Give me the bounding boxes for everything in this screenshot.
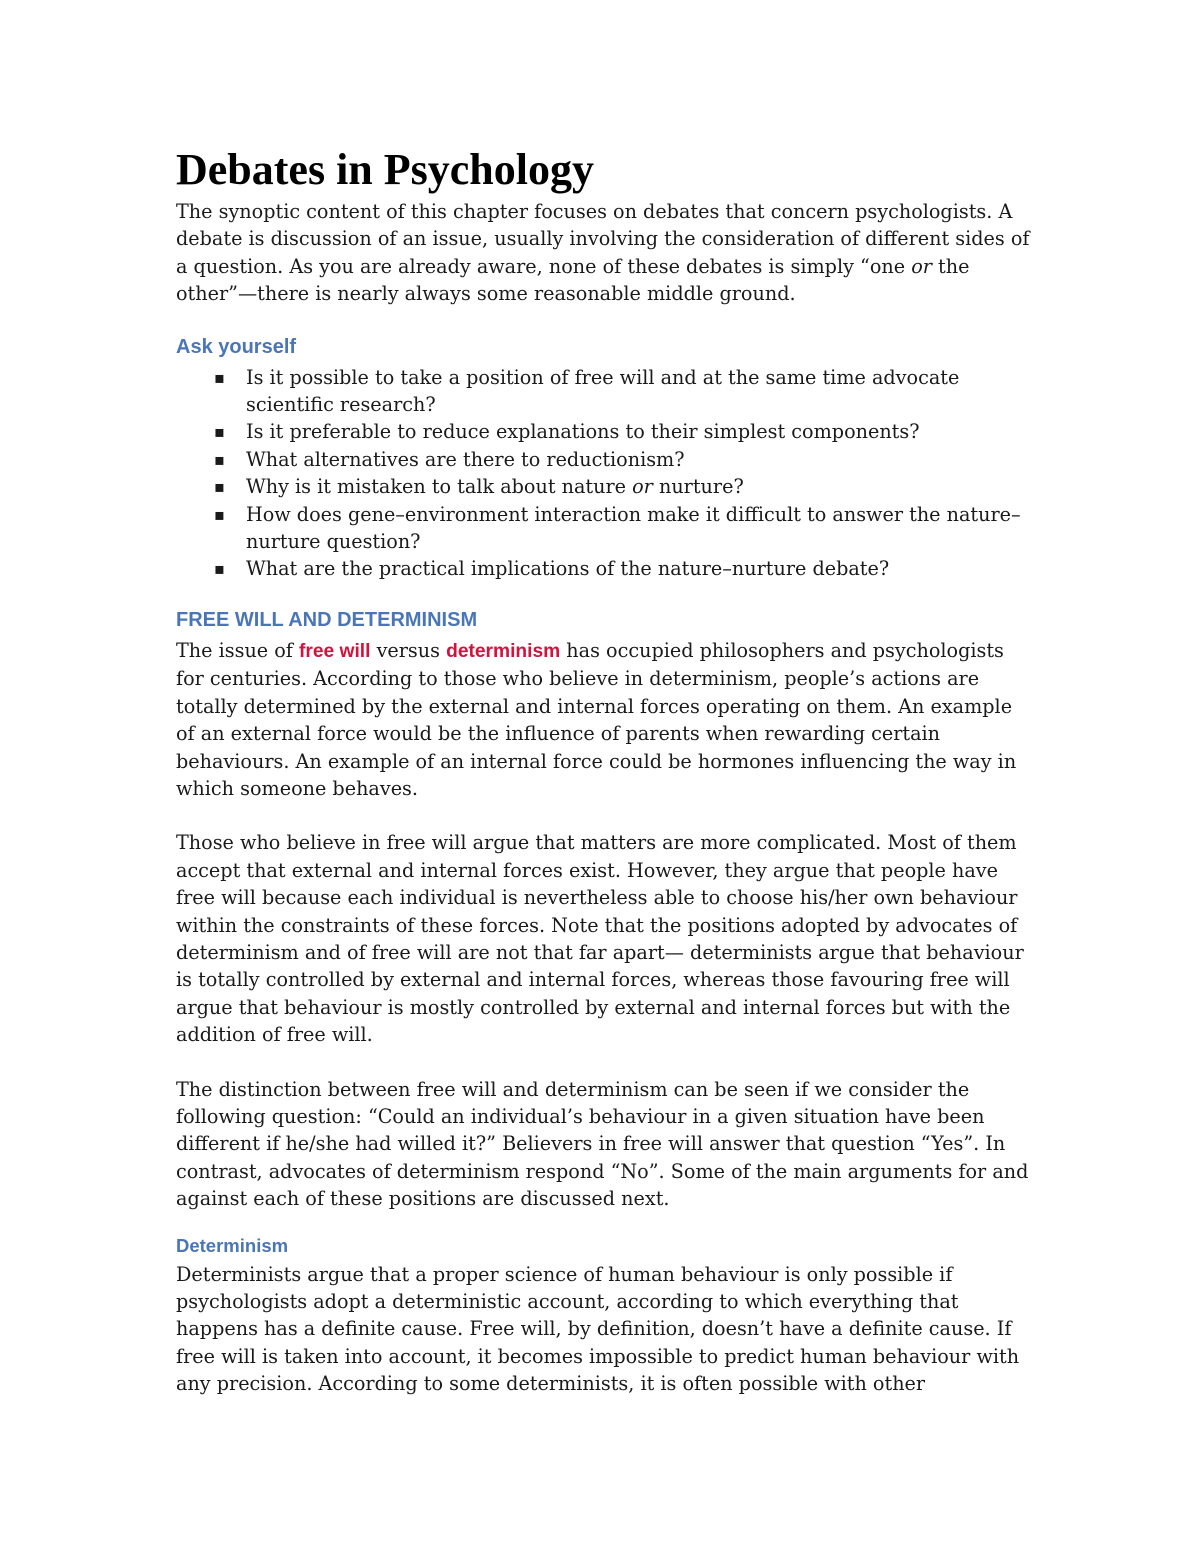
intro-text-part1: The synoptic content of this chapter focuses on debates that concern psychologists. A debate is discussion of an issue, usually involving the consideration of different sides of a question. As you are already aware, none of these debates is simply “one [176, 200, 1030, 278]
list-item [214, 446, 1036, 473]
free-will-section-heading: FREE WILL AND DETERMINISM [176, 608, 478, 631]
paragraph-text: The issue of [176, 638, 300, 662]
bullet-icon: ▪ [214, 477, 225, 497]
list-item [214, 501, 1036, 556]
list-item [214, 418, 1036, 445]
document-page [176, 142, 1036, 1398]
question-text: How does gene–environment interaction make it difficult to answer the nature–nurture question? [246, 502, 1021, 554]
bullet-icon: ▪ [214, 449, 225, 469]
intro-emphasis: or [911, 254, 932, 278]
intro-paragraph [176, 198, 1036, 308]
question-text [246, 475, 744, 498]
bullet-icon: ▪ [214, 367, 225, 387]
key-term-determinism: determinism [446, 640, 561, 662]
bullet-icon: ▪ [214, 504, 225, 524]
list-item [214, 364, 1036, 419]
paragraph-text: versus [370, 638, 447, 662]
page-title: Debates in Psychology [176, 145, 594, 194]
free-will-paragraph-3: The distinction between free will and determinism can be seen if we consider the following question: “Could an individual’s behaviour in a given situation have been different if he/she had willed it?” Believers in free will answer that question “Yes”. In contrast, advocates of determinism respond “No”. Some of the main arguments for and against each of these positions are discussed next. [176, 1077, 1029, 1211]
ask-yourself-heading: Ask yourself [176, 335, 297, 358]
question-text: Is it possible to take a position of free will and at the same time advocate scientific research? [246, 365, 960, 417]
intro-text-part2: the other”—there is nearly always some reasonable middle ground. [176, 254, 970, 306]
question-list [176, 364, 1036, 583]
free-will-paragraph-2: Those who believe in free will argue that matters are more complicated. Most of them accept that external and internal forces exist. However, they argue that people have free will because each individual is nevertheless able to choose his/her own behaviour within the constraints of these forces. Note that the positions adopted by advocates of determinism and of free will are not that far apart— determinists argue that behaviour is totally controlled by external and internal forces, whereas those favouring free will argue that behaviour is mostly controlled by external and internal forces but with the addition of free will. [176, 831, 1024, 1047]
paragraph-text: has occupied philosophers and psychologists for centuries. According to those who believe in determinism, people’s actions are totally determined by the external and internal forces operating on them. An example of an external force would be the influence of parents when rewarding certain behaviours. An example of an internal force could be hormones influencing the way in which someone behaves. [176, 638, 1017, 800]
question-text: What alternatives are there to reductionism? [246, 447, 685, 471]
bullet-icon: ▪ [214, 422, 225, 442]
question-text: Is it preferable to reduce explanations to their simplest components? [246, 420, 920, 444]
list-item [214, 555, 1036, 582]
question-text-part1: Why is it mistaken to talk about nature [246, 475, 633, 499]
free-will-paragraph-1 [176, 637, 1036, 802]
determinism-paragraph-1: Determinists argue that a proper science of human behaviour is only possible if psychologists adopt a deterministic account, according to which everything that happens has a definite cause. Free will, by definition, doesn’t have a definite cause. If free will is taken into account, it becomes impossible to predict human behaviour with any precision. According to some determinists, it is often possible with other [176, 1262, 1020, 1396]
question-text-part2: nurture? [652, 475, 744, 499]
bullet-icon: ▪ [214, 559, 225, 579]
question-emphasis: or [632, 475, 653, 499]
key-term-free-will: free will [299, 640, 371, 662]
question-text: What are the practical implications of the nature–nurture debate? [246, 557, 890, 581]
list-item [214, 473, 1036, 500]
determinism-heading: Determinism [176, 1234, 289, 1256]
